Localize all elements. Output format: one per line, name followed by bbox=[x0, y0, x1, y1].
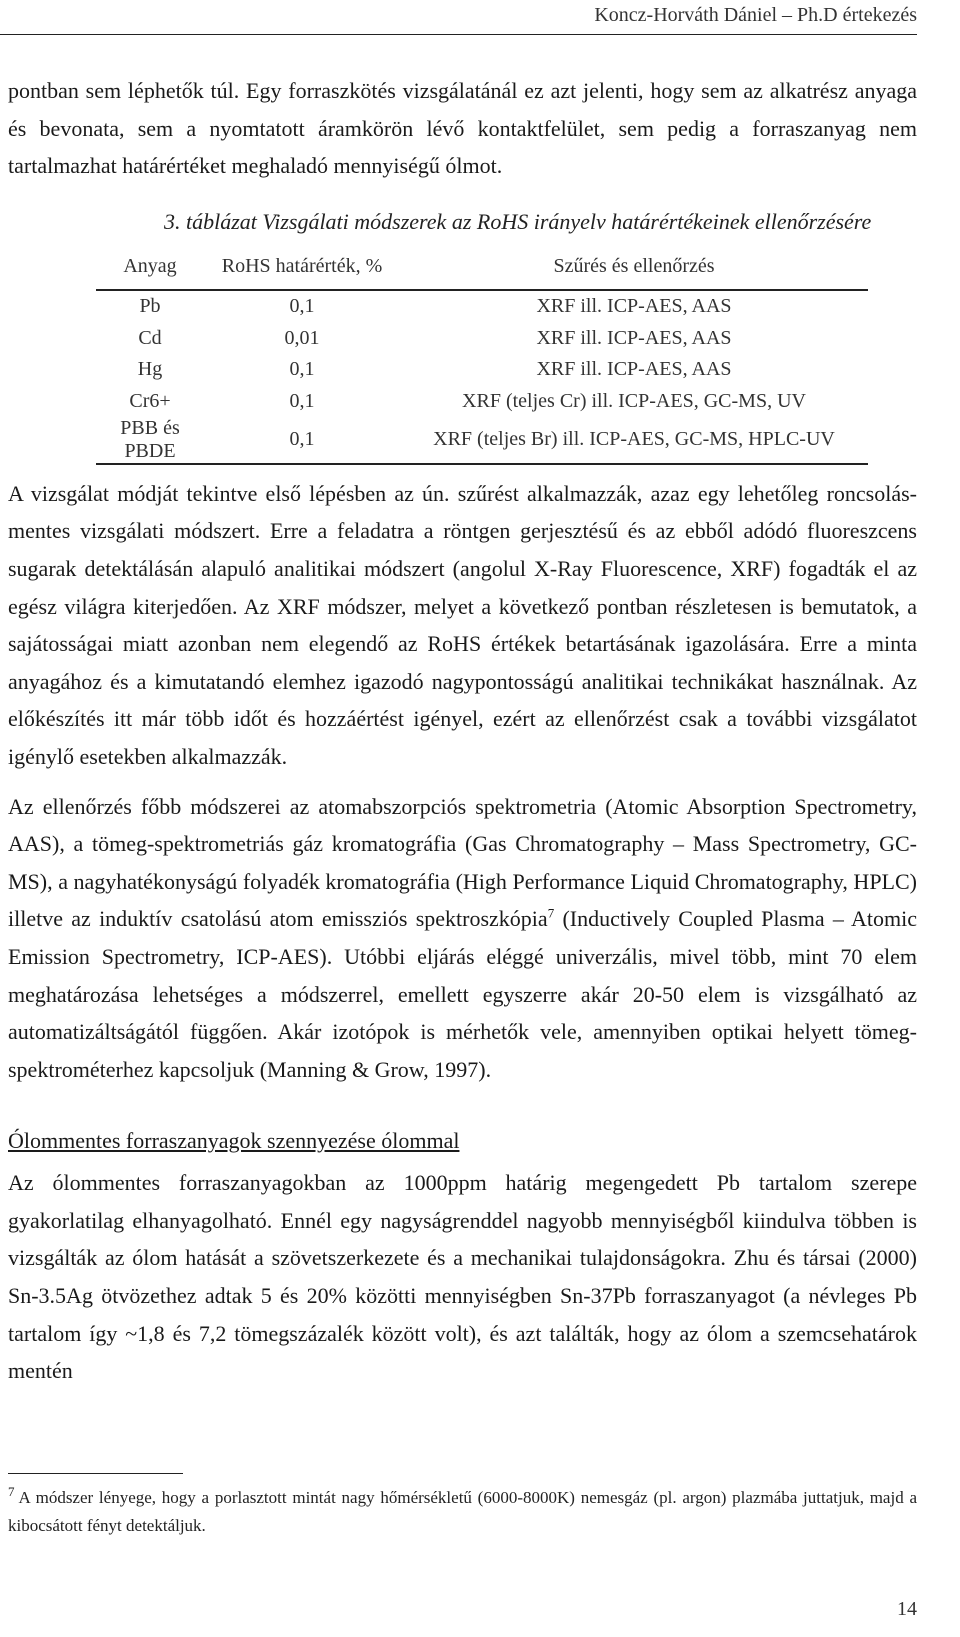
footnote-text: A módszer lényege, hogy a porlasztott mintát nagy hőmérsékletű (6000-8000K) nemesgáz (pl. argon) plazmába juttatjuk, majd a kibocsátott fényt detektáljuk. bbox=[8, 1488, 917, 1535]
table-caption bbox=[8, 207, 917, 237]
table-row bbox=[96, 322, 868, 354]
cell-methods: XRF ill. ICP-AES, AAS bbox=[536, 358, 732, 381]
cell-methods: XRF (teljes Cr) ill. ICP-AES, GC-MS, UV bbox=[462, 389, 806, 412]
cell-limit: 0,1 bbox=[289, 358, 315, 381]
running-header bbox=[0, 0, 917, 35]
section-heading: Ólommentes forraszanyagok szennyezése ólommal bbox=[8, 1128, 460, 1154]
cell-limit: 0,01 bbox=[284, 326, 320, 349]
cell-material: Hg bbox=[137, 358, 163, 381]
footnote bbox=[8, 1484, 917, 1540]
footnote-mark: 7 bbox=[8, 1484, 15, 1500]
paragraph-lead-free-solder: Az ólommentes forraszanyagokban az 1000ppm határig megengedett Pb tartalom szerepe gyakorlatilag elhanyagolható. Ennél egy nagyságrenddel nagyobb mennyiségből kiindulva többen is vizsgálták az ólom hatását a szövetszerkezete és a mechanikai tulajdonságokra. Zhu és társai (2000) Sn-3.5Ag ötvözethez adtak 5 és 20% közötti mennyiségben Sn-37Pb forraszanyagot (a névleges Pb tartalom így ~1,8 és 7,2 tömegszázalék között volt), és azt találták, hogy az ólom a szemcsehatárok mentén bbox=[8, 1170, 917, 1384]
cell-material: Cd bbox=[138, 326, 162, 349]
cell-methods: XRF (teljes Br) ill. ICP-AES, GC-MS, HPLC-UV bbox=[400, 417, 868, 464]
footnote-reference[interactable]: 7 bbox=[547, 905, 555, 921]
cell-methods: XRF ill. ICP-AES, AAS bbox=[536, 295, 732, 318]
table-caption-text: táblázat Vizsgálati módszerek az RoHS irányelv határértékeinek ellenőrzésére bbox=[180, 208, 872, 234]
footnote-divider bbox=[8, 1473, 183, 1474]
table-row bbox=[96, 385, 868, 417]
cell-limit: 0,1 bbox=[204, 417, 400, 464]
paragraph-intro: pontban sem léphetők túl. Egy forraszkötés vizsgálatánál ez azt jelenti, hogy sem az alkatrész anyaga és bevonata, sem a nyomtatott áramkörön lévő kontaktfelület, sem pedig a forraszanyag nem tartalmazhat határértéket meghaladó mennyiségű ólmot. bbox=[8, 78, 917, 179]
col-header-limit: RoHS határérték, % bbox=[204, 255, 400, 290]
cell-methods: XRF ill. ICP-AES, AAS bbox=[536, 326, 732, 349]
table-row bbox=[96, 417, 868, 464]
table-header-row bbox=[96, 255, 868, 290]
table-caption-number: 3. bbox=[164, 208, 181, 234]
page-number: 14 bbox=[897, 1598, 917, 1620]
running-title: Koncz-Horváth Dániel – Ph.D értekezés bbox=[594, 4, 917, 26]
cell-material: Cr6+ bbox=[129, 389, 171, 412]
cell-material: PBB és PBDE bbox=[96, 417, 204, 464]
table-row bbox=[96, 290, 868, 323]
paragraph-screening: A vizsgálat módját tekintve első lépésben az ún. szűrést alkalmazzák, azaz egy lehetőleg roncsolás-mentes vizsgálati módszert. Erre a feladatra a röntgen gerjesztésű és az ebből adódó fluoreszcens sugarak detektálásán alapuló analitikai módszert (angolul X-Ray Fluorescence, XRF) fogadták el az egész világra kiterjedően. Az XRF módszer, melyet a következő pontban részletesen is bemutatok, a sajátosságai miatt azonban nem elegendő az RoHS értékek betartásának igazolására. Erre a minta anyagához és a kimutatandó elemhez igazodó nagypontosságú analitikai technikákat használnak. Az előkészítés itt már több időt és hozzáértést igényel, ezért az ellenőrzést csak a további vizsgálatot igénylő esetekben alkalmazzák. bbox=[8, 480, 917, 769]
paragraph-verification-text-b: (Inductively Coupled Plasma – Atomic Emission Spectrometry, ICP-AES). Utóbbi eljárás eléggé univerzális, mivel több, mint 70 elem meghatározása lehetséges a módszerrel, emellett egyszerre akár 20-50 elem is vizsgálható az automatizáltságától függően. Akár izotópok is mérhetők vele, amennyiben optikai helyett tömeg-spektrométerhez kapcsoljuk (Manning & Grow, 1997). bbox=[8, 906, 917, 1082]
cell-limit: 0,1 bbox=[289, 389, 315, 412]
col-header-material: Anyag bbox=[96, 255, 204, 290]
paragraph-verification-text-a: Az ellenőrzés főbb módszerei az atomabszorpciós spektrometria (Atomic Absorption Spectrometry, AAS), a tömeg-spektrometriás gáz kromatográfia (Gas Chromatography – Mass Spectrometry, GC-MS), a nagyhatékonyságú folyadék kromatográfia (High Performance Liquid Chromatography, HPLC) illetve az induktív csatolású atom emissziós spektroszkópia bbox=[8, 793, 917, 932]
col-header-methods: Szűrés és ellenőrzés bbox=[400, 255, 868, 290]
page-body bbox=[8, 72, 917, 1390]
cell-limit: 0,1 bbox=[289, 295, 315, 318]
rohs-methods-table bbox=[96, 255, 868, 465]
paragraph-verification-methods bbox=[8, 788, 917, 1089]
table-row bbox=[96, 354, 868, 386]
cell-material: Pb bbox=[139, 295, 161, 318]
